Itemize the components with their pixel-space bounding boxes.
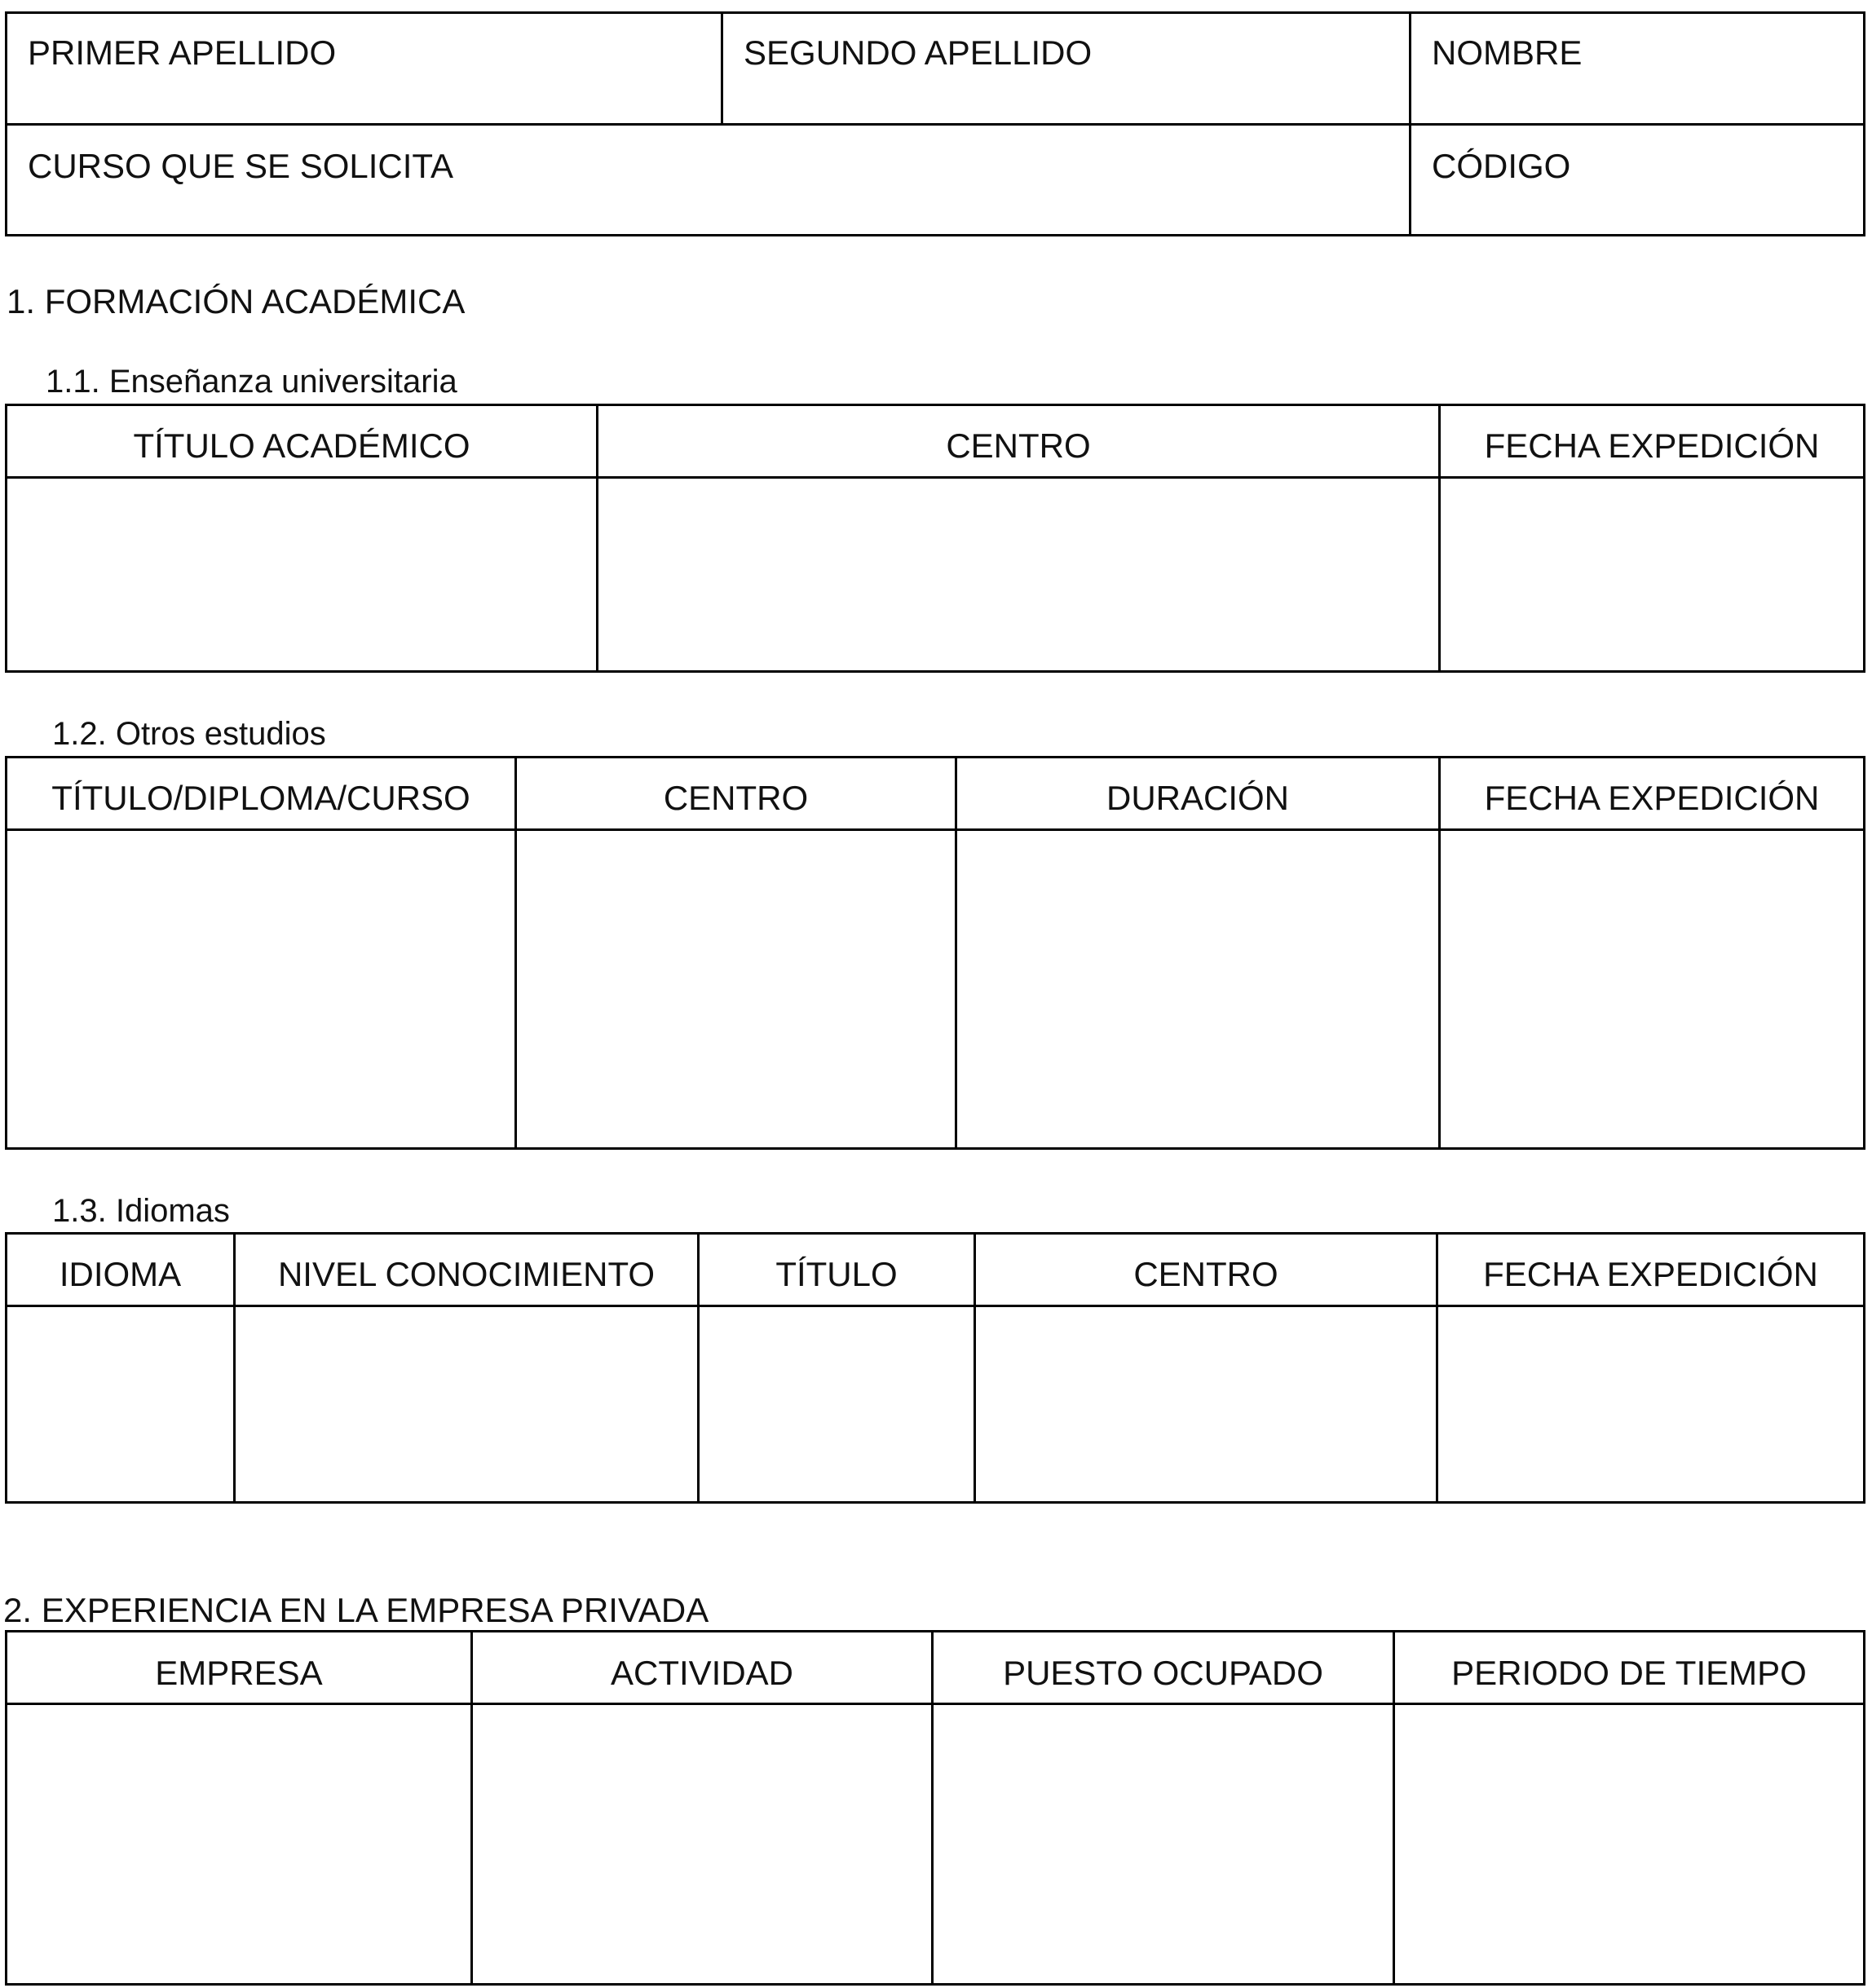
languages-cell-nivel[interactable] (236, 1307, 697, 1501)
other-studies-header-centro: CENTRO (663, 779, 809, 817)
private-experience-cell-puesto[interactable] (934, 1705, 1393, 1983)
languages-header-nivel: NIVEL CONOCIMIENTO (277, 1255, 656, 1293)
university-header-fecha: FECHA EXPEDICIÓN (1484, 426, 1820, 465)
languages-header-idioma: IDIOMA (59, 1255, 182, 1293)
languages-header-centro: CENTRO (1133, 1255, 1278, 1293)
subsection-1-2-title: 1.2. Otros estudios (52, 716, 326, 752)
other-studies-cell-titulo[interactable] (7, 831, 514, 1147)
codigo-label: CÓDIGO (1432, 147, 1571, 185)
section-2-title: 2. EXPERIENCIA EN LA EMPRESA PRIVADA (3, 1591, 709, 1629)
university-cell-centro[interactable] (598, 479, 1438, 670)
university-header-centro: CENTRO (946, 426, 1091, 465)
other-studies-cell-centro[interactable] (517, 831, 955, 1147)
section-1-title: 1. FORMACIÓN ACADÉMICA (7, 282, 466, 320)
other-studies-cell-fecha[interactable] (1441, 831, 1863, 1147)
other-studies-header-titulo: TÍTULO/DIPLOMA/CURSO (51, 779, 470, 817)
primer-apellido-label: PRIMER APELLIDO (28, 33, 337, 72)
subsection-1-1-title: 1.1. Enseñanza universitaria (46, 364, 457, 400)
private-experience-header-periodo: PERIODO DE TIEMPO (1451, 1654, 1807, 1692)
curso-label: CURSO QUE SE SOLICITA (28, 147, 453, 185)
private-experience-header-actividad: ACTIVIDAD (610, 1654, 794, 1692)
university-cell-fecha[interactable] (1441, 479, 1863, 670)
other-studies-header-fecha: FECHA EXPEDICIÓN (1484, 779, 1820, 817)
university-cell-titulo[interactable] (7, 479, 596, 670)
segundo-apellido-label: SEGUNDO APELLIDO (744, 33, 1093, 72)
private-experience-header-empresa: EMPRESA (155, 1654, 323, 1692)
languages-cell-fecha[interactable] (1438, 1307, 1863, 1501)
subsection-1-3-title: 1.3. Idiomas (52, 1193, 230, 1229)
nombre-label: NOMBRE (1432, 33, 1583, 72)
private-experience-header-puesto: PUESTO OCUPADO (1003, 1654, 1323, 1692)
languages-header-fecha: FECHA EXPEDICIÓN (1483, 1255, 1818, 1293)
other-studies-cell-duracion[interactable] (957, 831, 1438, 1147)
private-experience-cell-actividad[interactable] (473, 1705, 931, 1983)
private-experience-cell-empresa[interactable] (7, 1705, 470, 1983)
university-header-titulo: TÍTULO ACADÉMICO (133, 426, 470, 465)
private-experience-cell-periodo[interactable] (1395, 1705, 1863, 1983)
languages-header-titulo: TÍTULO (775, 1255, 898, 1293)
languages-cell-centro[interactable] (976, 1307, 1436, 1501)
languages-cell-idioma[interactable] (7, 1307, 233, 1501)
other-studies-header-duracion: DURACIÓN (1106, 779, 1289, 817)
languages-cell-titulo[interactable] (700, 1307, 974, 1501)
